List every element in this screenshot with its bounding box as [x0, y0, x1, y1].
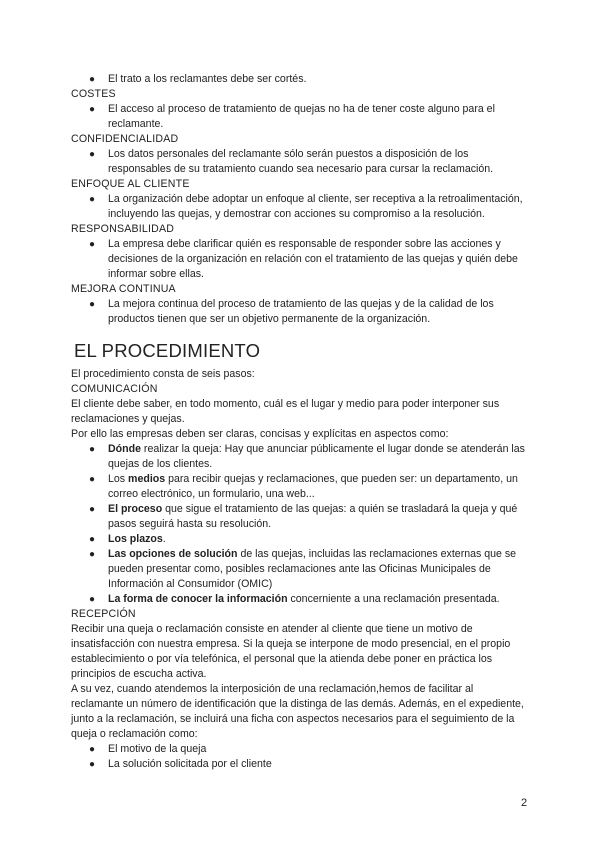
bullet-icon: ● — [89, 239, 96, 250]
bullet-icon: ● — [89, 534, 96, 545]
bullet-icon: ● — [89, 759, 96, 770]
bullet-icon: ● — [89, 594, 96, 605]
confidencialidad-list — [71, 147, 527, 177]
bullet-icon: ● — [89, 74, 96, 85]
list-item: ● La forma de conocer la información concerniente a una reclamación presentada. — [89, 593, 500, 605]
page-number: 2 — [521, 797, 528, 809]
enfoque-list — [71, 192, 527, 222]
costes-list — [71, 102, 527, 132]
section-heading-recepcion: RECEPCIÓN — [71, 608, 136, 620]
procedure-intro: El procedimiento consta de seis pasos: — [71, 368, 255, 380]
mejora-list — [71, 297, 527, 327]
section-heading-comunicacion: COMUNICACIÓN — [71, 383, 158, 395]
bullet-icon: ● — [89, 444, 96, 455]
section-heading-mejora: MEJORA CONTINUA — [71, 283, 176, 295]
responsabilidad-list — [71, 237, 527, 282]
list-item: ● La solución solicitada por el cliente — [89, 758, 272, 770]
list-item: ● La mejora continua del proceso de tratamiento de las quejas y de la calidad de los productos tienen que ser un objetivo permanente de la organización. — [89, 298, 494, 325]
bullet-icon: ● — [89, 744, 96, 755]
document-page — [71, 72, 527, 772]
list-item: ● La organización debe adoptar un enfoque al cliente, ser receptiva a la retroalimentación, incluyendo las quejas, y demostrar con acciones su compromiso a la resolución. — [89, 193, 523, 220]
communication-paragraph-1: El cliente debe saber, en todo momento, cuál es el lugar y medio para poder interponer sus reclamaciones y quejas. — [71, 398, 500, 425]
bullet-icon: ● — [89, 549, 96, 560]
list-item: ● Las opciones de solución de las quejas, incluidas las reclamaciones externas que se pueden presentar como, posibles reclamaciones ante las Oficinas Municipales de Información al Consumidor (OMIC) — [89, 548, 517, 590]
list-item: ● Dónde realizar la queja: Hay que anunciar públicamente el lugar donde se atenderán las quejas de los clientes. — [89, 443, 525, 470]
list-item: ● La empresa debe clarificar quién es responsable de responder sobre las acciones y decisiones de la organización en relación con el tratamiento de las quejas y quién debe informar sobre ellas. — [89, 238, 518, 280]
bullet-icon: ● — [89, 194, 96, 205]
procedure-title: EL PROCEDIMIENTO — [74, 340, 261, 361]
list-item: ● Los plazos. — [89, 533, 166, 545]
reception-paragraph-2: A su vez, cuando atendemos la interposición de una reclamación,hemos de facilitar al reclamante un número de identificación que la distinga de las demás. Además, en el expediente, junto a la reclamación, se incluirá una ficha con aspectos necesarios para el seguimiento de la queja o reclamación como: — [71, 683, 524, 740]
communication-paragraph-2: Por ello las empresas deben ser claras, concisas y explícitas en aspectos como: — [71, 428, 449, 440]
section-heading-enfoque: ENFOQUE AL CLIENTE — [71, 178, 190, 190]
list-item: ● El proceso que sigue el tratamiento de las quejas: a quién se trasladará la queja y qué pasos seguirá hasta su resolución. — [89, 503, 518, 530]
bullet-icon: ● — [89, 104, 96, 115]
list-item: ● El trato a los reclamantes debe ser cortés. — [89, 73, 307, 85]
section-heading-confidencialidad: CONFIDENCIALIDAD — [71, 133, 179, 145]
bullet-icon: ● — [89, 149, 96, 160]
top-list — [71, 72, 527, 87]
reception-list — [71, 742, 527, 772]
bullet-icon: ● — [89, 299, 96, 310]
bullet-icon: ● — [89, 474, 96, 485]
list-item: ● Los datos personales del reclamante sólo serán puestos a disposición de los responsables de su tratamiento cuando sea necesario para cursar la reclamación. — [89, 148, 494, 175]
reception-paragraph-1: Recibir una queja o reclamación consiste en atender al cliente que tiene un motivo de insatisfacción con nuestra empresa. Si la queja se interpone de modo presencial, en el propio establecimiento o por vía telefónica, el personal que la atienda debe poner en práctica los principios de escucha activa. — [71, 623, 511, 680]
section-heading-costes: COSTES — [71, 88, 116, 100]
bullet-icon: ● — [89, 504, 96, 515]
list-item: ● El acceso al proceso de tratamiento de quejas no ha de tener coste alguno para el reclamante. — [89, 103, 495, 130]
section-heading-responsabilidad: RESPONSABILIDAD — [71, 223, 175, 235]
list-item: ● El motivo de la queja — [89, 743, 207, 755]
list-item: ● Los medios para recibir quejas y reclamaciones, que pueden ser: un departamento, un correo electrónico, un formulario, una web... — [89, 473, 518, 500]
communication-list — [71, 442, 527, 607]
